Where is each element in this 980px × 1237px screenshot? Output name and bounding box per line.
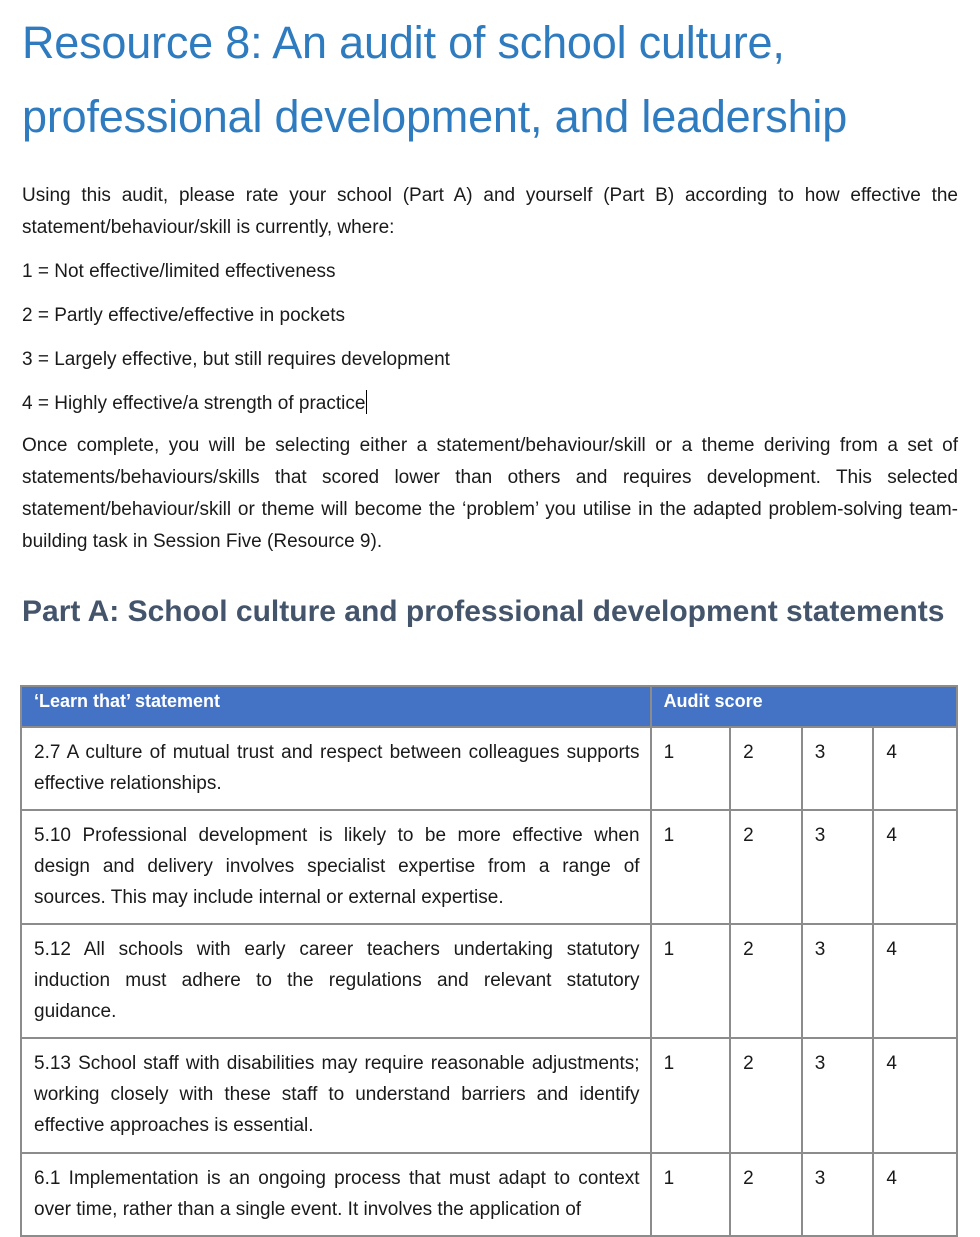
score-cell-4[interactable]: 4 — [873, 1153, 957, 1236]
score-cell-1[interactable]: 1 — [651, 1038, 731, 1153]
score-cell-2[interactable]: 2 — [730, 810, 802, 924]
score-cell-1[interactable]: 1 — [651, 727, 731, 810]
score-cell-1[interactable]: 1 — [651, 924, 731, 1038]
score-cell-1[interactable]: 1 — [651, 1153, 731, 1236]
score-cell-3[interactable]: 3 — [802, 924, 874, 1038]
score-cell-2[interactable]: 2 — [730, 1153, 802, 1236]
score-cell-2[interactable]: 2 — [730, 1038, 802, 1153]
table-row — [21, 924, 957, 1038]
table-row — [21, 1153, 957, 1236]
scale-item-2: 2 = Partly effective/effective in pockets — [22, 305, 345, 326]
statement-cell: 5.13 School staff with disabilities may require reasonable adjustments; working closely with these staff to understand barriers and identify effective approaches is essential. — [21, 1038, 651, 1153]
score-cell-4[interactable]: 4 — [873, 727, 957, 810]
scale-item-3: 3 = Largely effective, but still requires development — [22, 349, 450, 370]
part-a-heading: Part A: School culture and professional development statements — [22, 595, 945, 628]
score-cell-3[interactable]: 3 — [802, 1153, 874, 1236]
score-cell-3[interactable]: 3 — [802, 727, 874, 810]
score-cell-4[interactable]: 4 — [873, 1038, 957, 1153]
statement-cell: 5.12 All schools with early career teachers undertaking statutory induction must adhere to the regulations and relevant statutory guidance. — [21, 924, 651, 1038]
table-row — [21, 810, 957, 924]
score-cell-2[interactable]: 2 — [730, 924, 802, 1038]
text-cursor — [366, 390, 367, 414]
score-cell-1[interactable]: 1 — [651, 810, 731, 924]
table-row — [21, 727, 957, 810]
header-statement: ‘Learn that’ statement — [21, 686, 651, 727]
scale-item-1: 1 = Not effective/limited effectiveness — [22, 261, 336, 282]
header-audit-score: Audit score — [651, 686, 957, 727]
outro-paragraph: Once complete, you will be selecting either a statement/behaviour/skill or a theme deriving from a set of statements/behaviours/skills that scored lower than others and requires development. This selected statement/behaviour/skill or theme will become the ‘problem’ you utilise in the adapted problem-solving team-building task in Session Five (Resource 9). — [22, 435, 958, 552]
page-title: Resource 8: An audit of school culture, professional development, and leadership — [22, 17, 848, 142]
intro-paragraph: Using this audit, please rate your school (Part A) and yourself (Part B) according to how effective the statement/behaviour/skill is currently, where: — [22, 185, 958, 238]
score-cell-4[interactable]: 4 — [873, 810, 957, 924]
score-cell-2[interactable]: 2 — [730, 727, 802, 810]
table-row — [21, 1038, 957, 1153]
scale-item-4-line — [22, 388, 958, 420]
table-header-row — [21, 686, 957, 727]
audit-table — [20, 685, 958, 1237]
statement-cell: 6.1 Implementation is an ongoing process that must adapt to context over time, rather than a single event. It involves the application of — [21, 1153, 651, 1236]
score-cell-3[interactable]: 3 — [802, 1038, 874, 1153]
scale-item-4: 4 = Highly effective/a strength of practice — [22, 393, 366, 414]
statement-cell: 2.7 A culture of mutual trust and respect between colleagues supports effective relationships. — [21, 727, 651, 810]
score-cell-4[interactable]: 4 — [873, 924, 957, 1038]
score-cell-3[interactable]: 3 — [802, 810, 874, 924]
statement-cell: 5.10 Professional development is likely to be more effective when design and delivery involves specialist expertise from a range of sources. This may include internal or external expertise. — [21, 810, 651, 924]
document-page — [22, 0, 958, 634]
